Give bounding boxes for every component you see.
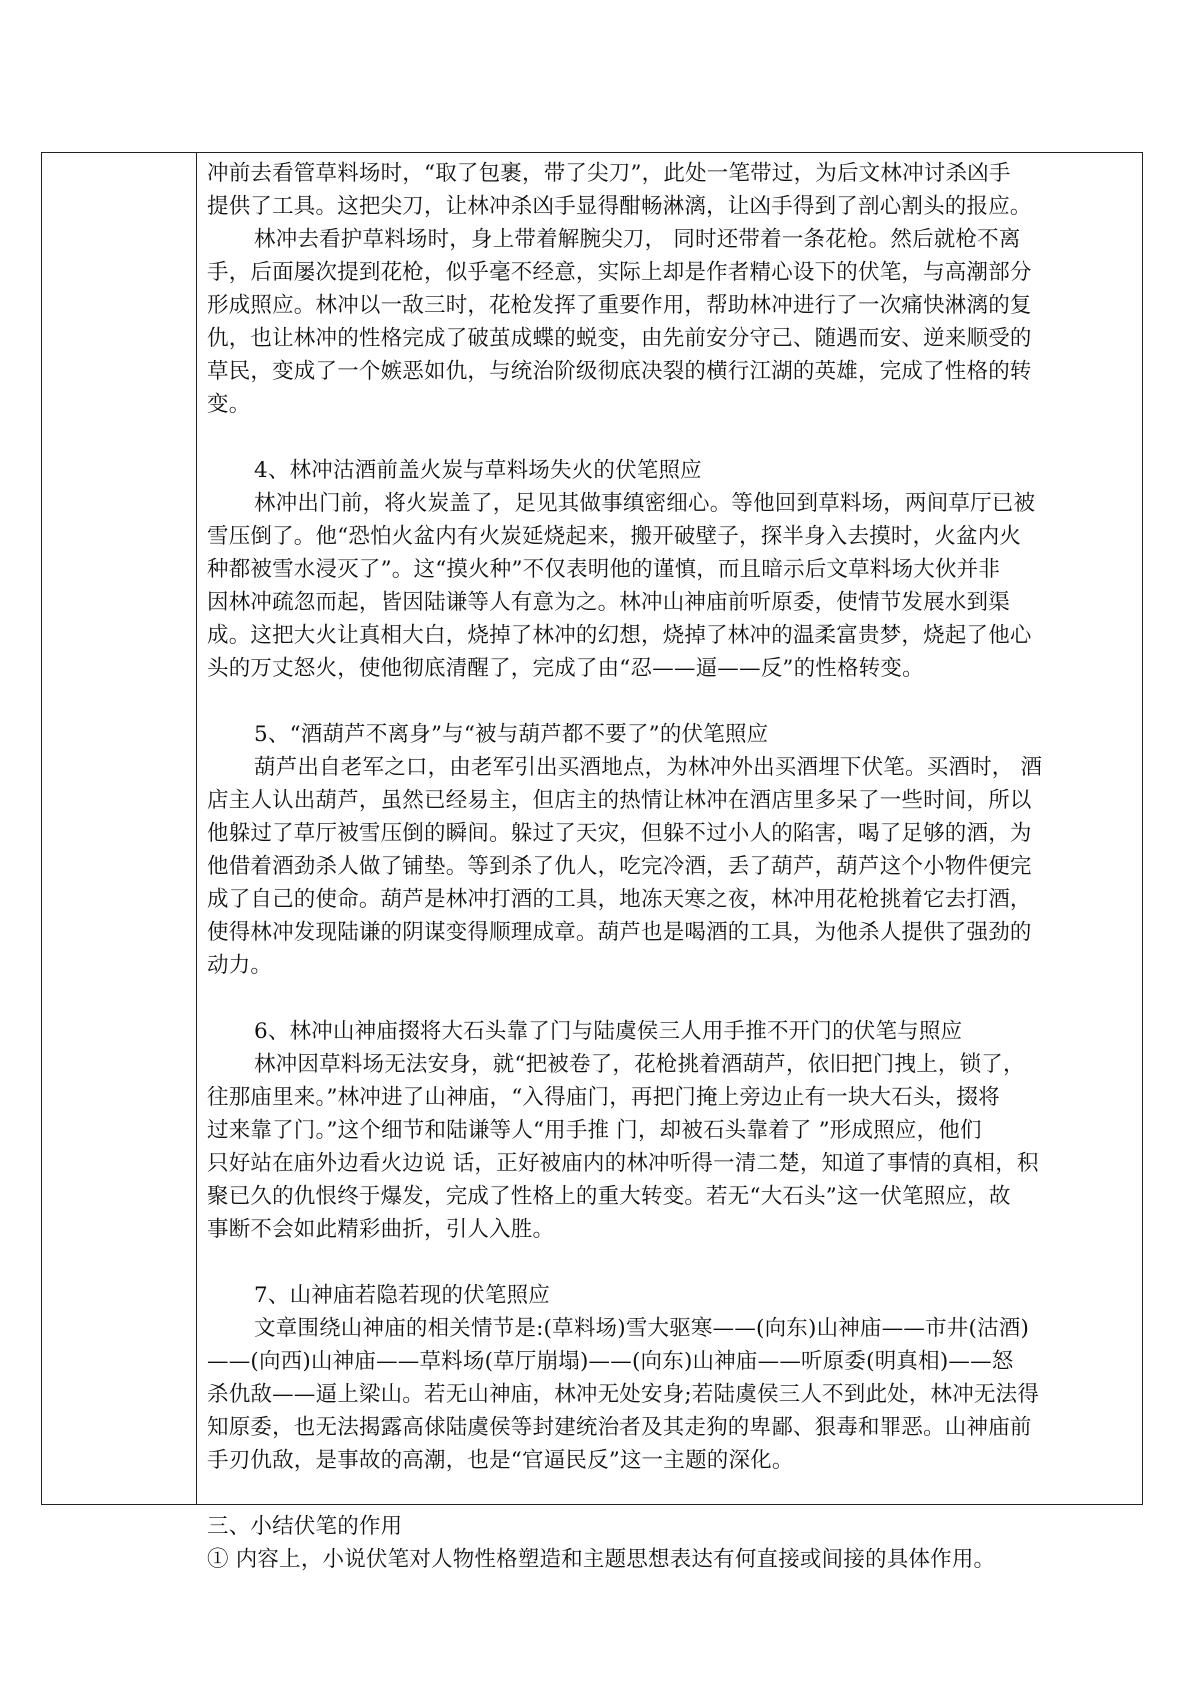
text-line: 7、山神庙若隐若现的伏笔照应 xyxy=(254,1283,550,1308)
text-line: 手，后面屡次提到花枪，似乎毫不经意，实际上却是作者精心设下的伏笔，与高潮部分 xyxy=(207,260,1032,285)
text-line: 仇，也让林冲的性格完成了破茧成蝶的蜕变，由先前安分守己、随遇而安、逆来顺受的 xyxy=(207,326,1032,351)
text-line: 因林冲疏忽而起，皆因陆谦等人有意为之。林冲山神庙前听原委，使情节发展水到渠 xyxy=(207,590,1010,615)
table-content-column xyxy=(197,153,1142,1572)
paragraph-gap xyxy=(207,685,1128,718)
text-line: 变。 xyxy=(207,392,251,417)
text-line: 种都被雪水浸灭了”。这“摸火种”不仅表明他的谨慎，而且暗示后文草料场大伙并非 xyxy=(207,557,1001,582)
text-line: 冲前去看管草料场时，“取了包裹，带了尖刀”，此处一笔带过，为后文林冲讨杀凶手 xyxy=(207,161,1011,186)
text-line: 成了自己的使命。葫芦是林冲打酒的工具，地冻天寒之夜，林冲用花枪挑着它去打酒， xyxy=(207,887,1032,912)
text-line: 林冲去看护草料场时，身上带着解腕尖刀， 同时还带着一条花枪。然后就枪不离 xyxy=(254,227,1021,252)
text-line: 他躲过了草厅被雪压倒的瞬间。躲过了天灾，但躲不过小人的陷害，喝了足够的酒，为 xyxy=(207,821,1032,846)
text-line: ① 内容上，小说伏笔对人物性格塑造和主题思想表达有何直接或间接的具体作用。 xyxy=(207,1547,996,1572)
text-line: 草民，变成了一个嫉恶如仇，与统治阶级彻底决裂的横行江湖的英雄，完成了性格的转 xyxy=(207,359,1032,384)
text-line: 6、林冲山神庙掇将大石头靠了门与陆虞侯三人用手推不开门的伏笔与照应 xyxy=(254,1019,963,1044)
text-line: 提供了工具。这把尖刀，让林冲杀凶手显得酣畅淋漓，让凶手得到了剖心割头的报应。 xyxy=(207,194,1032,219)
text-line: 事断不会如此精彩曲折，引人入胜。 xyxy=(207,1217,555,1242)
text-line: 手刃仇敌，是事故的高潮，也是“官逼民反”这一主题的深化。 xyxy=(207,1448,794,1473)
text-line: 店主人认出葫芦，虽然已经易主，但店主的热情让林冲在酒店里多呆了一些时间，所以 xyxy=(207,788,1032,813)
text-line: 葫芦出自老军之口，由老军引出买酒地点，为林冲外出买酒埋下伏笔。买酒时， 酒 xyxy=(254,755,1043,780)
table-left-column xyxy=(42,153,197,1504)
text-line: 林冲因草料场无法安身，就“把被卷了，花枪挑着酒葫芦，依旧把门拽上，锁了， xyxy=(254,1052,1025,1077)
text-line: ——(向西)山神庙——草料场(草厅崩塌)——(向东)山神庙——听原委(明真相)——怒 xyxy=(207,1349,1014,1374)
text-line: 头的万丈怒火，使他彻底清醒了，完成了由“忍——逼——反”的性格转变。 xyxy=(207,656,924,681)
text-line: 只好站在庙外边看火边说 话，正好被庙内的林冲听得一清二楚，知道了事情的真相，积 xyxy=(207,1151,1039,1176)
paragraph-gap xyxy=(207,982,1128,1015)
text-line: 成。这把大火让真相大白，烧掉了林冲的幻想，烧掉了林冲的温柔富贵梦，烧起了他心 xyxy=(207,623,1032,648)
text-line: 杀仇敌——逼上梁山。若无山神庙，林冲无处安身;若陆虞侯三人不到此处，林冲无法得 xyxy=(207,1382,1040,1407)
text-line: 雪压倒了。他“恐怕火盆内有火炭延烧起来，搬开破壁子，探半身入去摸时，火盆内火 xyxy=(207,524,1022,549)
paragraph-gap xyxy=(207,1246,1128,1279)
text-line: 5、“酒葫芦不离身”与“被与葫芦都不要了”的伏笔照应 xyxy=(254,722,769,747)
text-line: 4、林冲沽酒前盖火炭与草料场失火的伏笔照应 xyxy=(254,458,702,483)
text-line: 动力。 xyxy=(207,953,273,978)
text-line: 三、小结伏笔的作用 xyxy=(207,1514,403,1539)
paragraph-gap xyxy=(207,421,1128,454)
text-line: 文章围绕山神庙的相关情节是:(草料场)雪大驱寒——(向东)山神庙——市井(沽酒) xyxy=(254,1316,1030,1341)
text-line: 他借着酒劲杀人做了铺垫。等到杀了仇人，吃完冷酒，丢了葫芦，葫芦这个小物件便完 xyxy=(207,854,1032,879)
text-line: 往那庙里来。”林冲进了山神庙，“入得庙门，再把门掩上旁边止有一块大石头，掇将 xyxy=(207,1085,1000,1110)
text-line: 使得林冲发现陆谦的阴谋变得顺理成章。葫芦也是喝酒的工具，为他杀人提供了强劲的 xyxy=(207,920,1032,945)
text-line: 过来靠了门。”这个细节和陆谦等人“用手推 门，却被石头靠着了 ”形成照应，他们 xyxy=(207,1118,982,1143)
text-line: 聚已久的仇恨终于爆发，完成了性格上的重大转变。若无“大石头”这一伏笔照应，故 xyxy=(207,1184,1011,1209)
content-table xyxy=(41,152,1143,1572)
paragraph-gap xyxy=(207,1477,1128,1510)
text-line: 形成照应。林冲以一敌三时，花枪发挥了重要作用，帮助林冲进行了一次痛快淋漓的复 xyxy=(207,293,1032,318)
text-line: 林冲出门前，将火炭盖了，足见其做事缜密细心。等他回到草料场，两间草厅已被 xyxy=(254,491,1036,516)
text-line: 知原委，也无法揭露高俅陆虞侯等封建统治者及其走狗的卑鄙、狠毒和罪恶。山神庙前 xyxy=(207,1415,1032,1440)
